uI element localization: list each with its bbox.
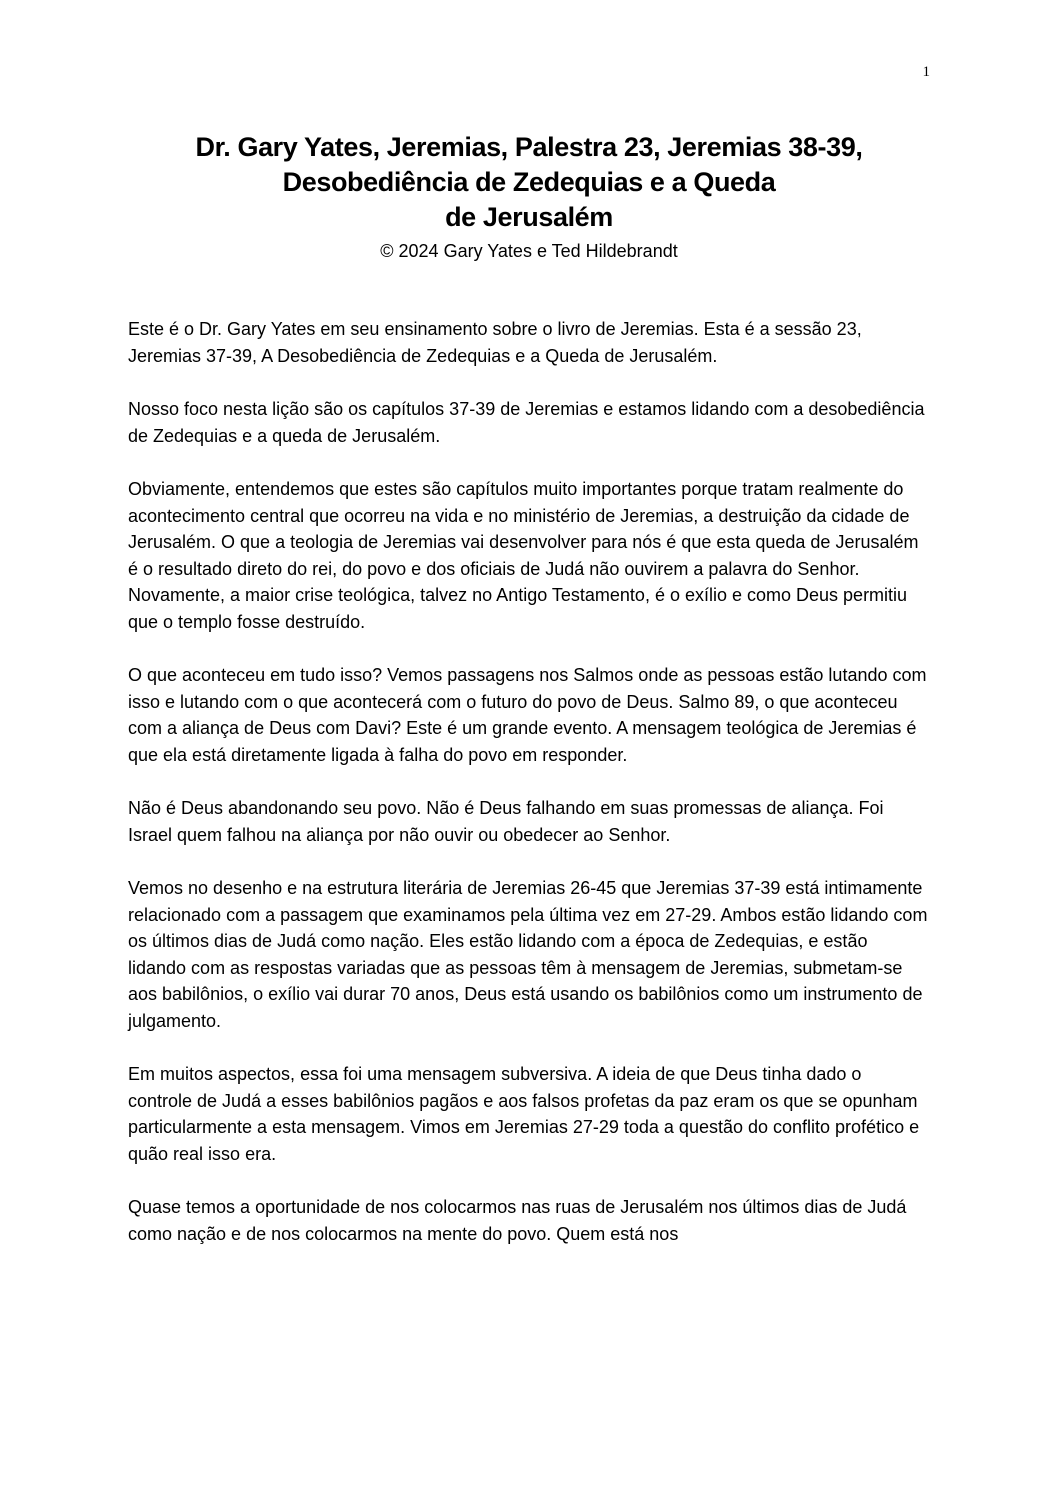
copyright-notice: © 2024 Gary Yates e Ted Hildebrandt bbox=[380, 241, 678, 261]
paragraph: Em muitos aspectos, essa foi uma mensagem subversiva. A ideia de que Deus tinha dado o controle de Judá a esses babilônios pagãos e aos falsos profetas da paz eram os que se opunham particularmente a esta mensagem. Vimos em Jeremias 27-29 toda a questão do conflito profético e quão real isso era. bbox=[128, 1064, 920, 1164]
title-line-3: de Jerusalém bbox=[445, 202, 613, 232]
document-body bbox=[128, 316, 928, 1274]
paragraph: Este é o Dr. Gary Yates em seu ensinamento sobre o livro de Jeremias. Esta é a sessão 23, Jeremias 37-39, A Desobediência de Zedequias e a Queda de Jerusalém. bbox=[128, 319, 862, 366]
document-header bbox=[100, 130, 958, 264]
title-line-1: Dr. Gary Yates, Jeremias, Palestra 23, Jeremias 38-39, bbox=[195, 132, 863, 162]
paragraph: Quase temos a oportunidade de nos colocarmos nas ruas de Jerusalém nos últimos dias de Judá como nação e de nos colocarmos na mente do povo. Quem está nos bbox=[128, 1197, 907, 1244]
paragraph: Não é Deus abandonando seu povo. Não é Deus falhando em suas promessas de aliança. Foi Israel quem falhou na aliança por não ouvir ou obedecer ao Senhor. bbox=[128, 798, 884, 845]
paragraph: Obviamente, entendemos que estes são capítulos muito importantes porque tratam realmente do acontecimento central que ocorreu na vida e no ministério de Jeremias, a destruição da cidade de Jerusalém. O que a teologia de Jeremias vai desenvolver para nós é que esta queda de Jerusalém é o resultado direto do rei, do povo e dos oficiais de Judá não ouvirem a palavra do Senhor. Novamente, a maior crise teológica, talvez no Antigo Testamento, é o exílio e como Deus permitiu que o templo fosse destruído. bbox=[128, 479, 919, 632]
paragraph: Vemos no desenho e na estrutura literária de Jeremias 26-45 que Jeremias 37-39 está intimamente relacionado com a passagem que examinamos pela última vez em 27-29. Ambos estão lidando com os últimos dias de Judá como nação. Eles estão lidando com a época de Zedequias, e estão lidando com as respostas variadas que as pessoas têm à mensagem de Jeremias, submetam-se aos babilônios, o exílio vai durar 70 anos, Deus está usando os babilônios como um instrumento de julgamento. bbox=[128, 878, 928, 1031]
title-line-2: Desobediência de Zedequias e a Queda bbox=[282, 167, 776, 197]
paragraph: Nosso foco nesta lição são os capítulos 37-39 de Jeremias e estamos lidando com a desobediência de Zedequias e a queda de Jerusalém. bbox=[128, 399, 925, 446]
page-number: 1 bbox=[922, 64, 930, 80]
paragraph: O que aconteceu em tudo isso? Vemos passagens nos Salmos onde as pessoas estão lutando com isso e lutando com o que acontecerá com o futuro do povo de Deus. Salmo 89, o que aconteceu com a aliança de Deus com Davi? Este é um grande evento. A mensagem teológica de Jeremias é que ela está diretamente ligada à falha do povo em responder. bbox=[128, 665, 927, 765]
